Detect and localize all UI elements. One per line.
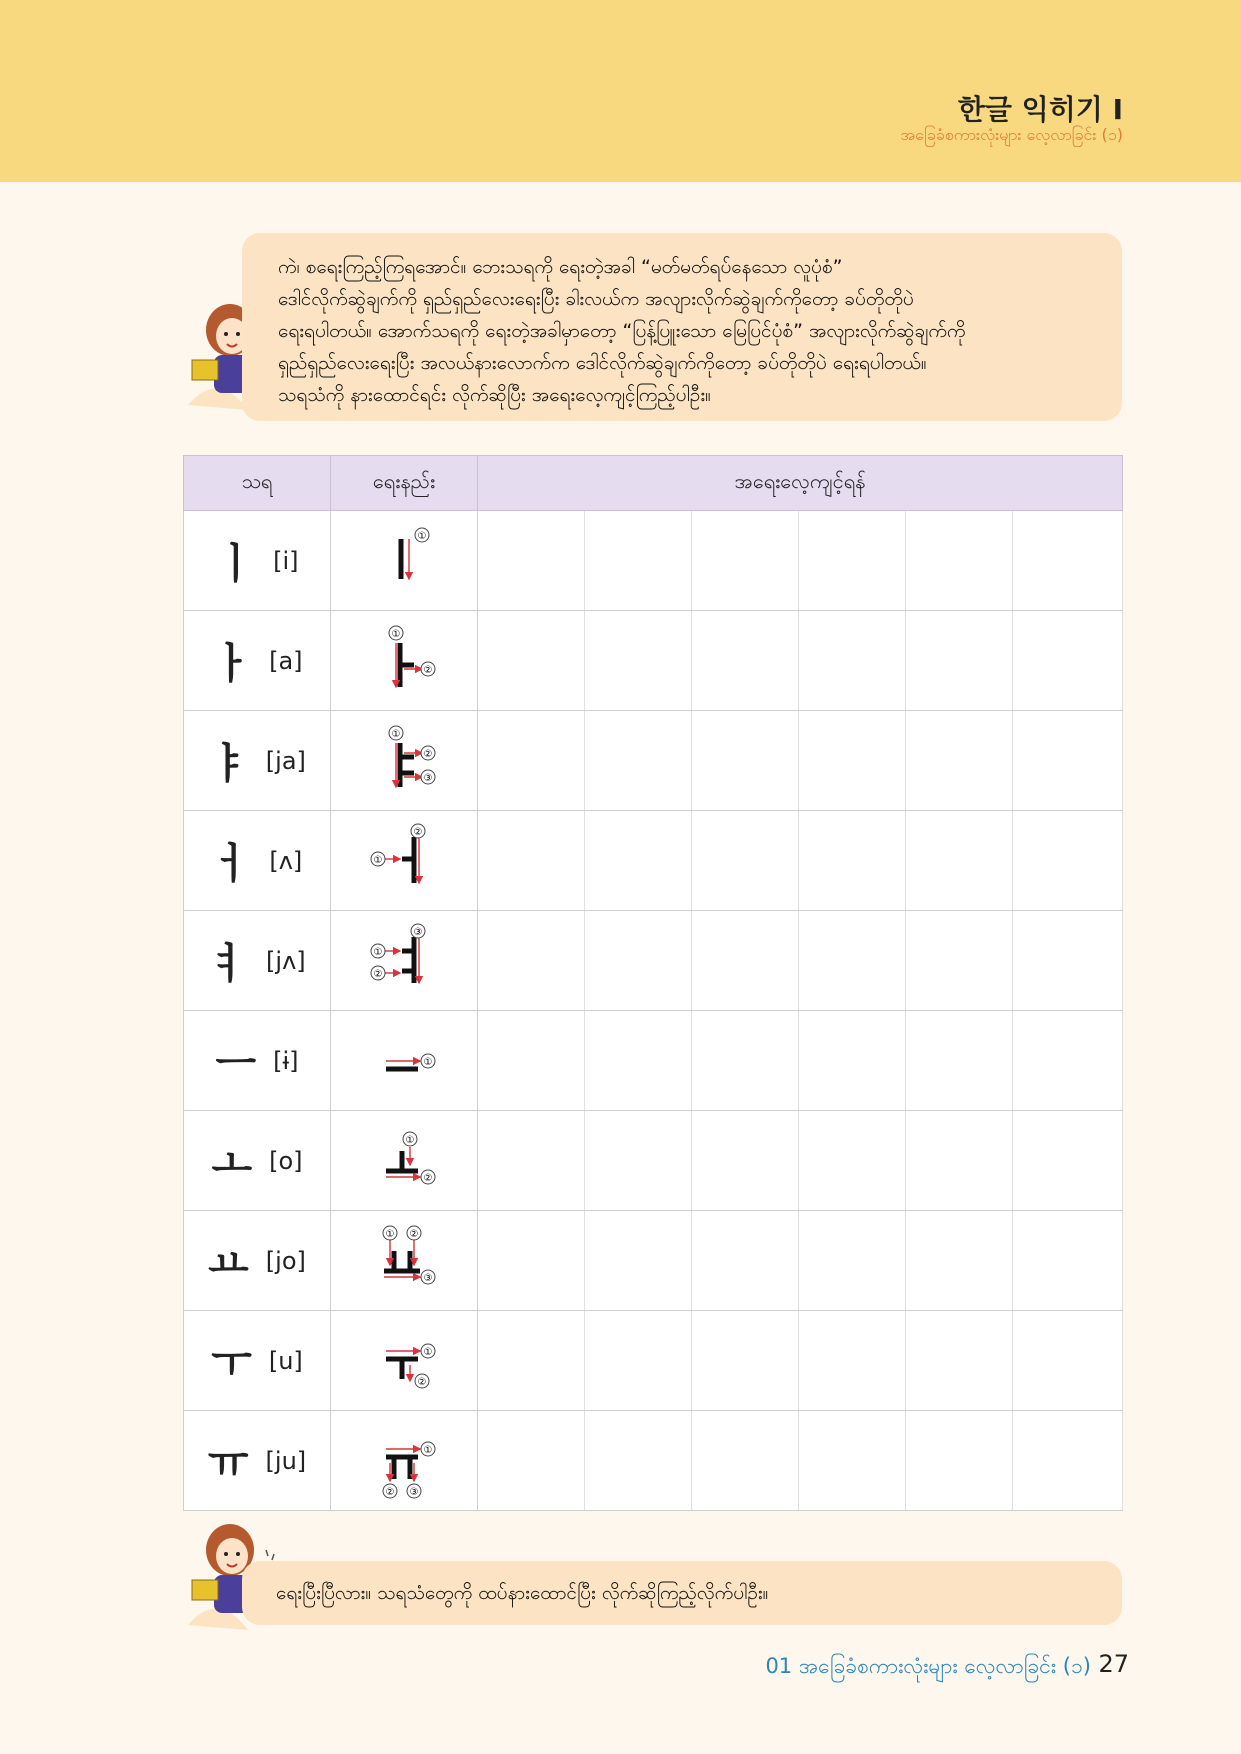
vowel-cell <box>184 1111 331 1211</box>
stroke-order-diagram <box>366 821 442 901</box>
practice-cell[interactable] <box>799 1211 906 1311</box>
practice-cell[interactable] <box>478 711 585 811</box>
practice-cell[interactable] <box>585 811 692 911</box>
practice-cell[interactable] <box>692 911 799 1011</box>
vowel-character: ㅑ <box>208 738 249 788</box>
practice-cell[interactable] <box>692 811 799 911</box>
svg-text:②: ② <box>423 664 433 676</box>
vowel-romanization: [ɨ] <box>273 1046 299 1075</box>
practice-cell[interactable] <box>906 1211 1013 1311</box>
vowel-cell <box>184 911 331 1011</box>
vowel-cell <box>184 711 331 811</box>
closing-text: ရေးပြီးပြီလား။ သရသံတွေကို ထပ်နားထောင်ပြီး လိုက်ဆိုကြည့်လိုက်ပါဦး။ <box>276 1582 769 1604</box>
practice-cell[interactable] <box>692 1411 799 1511</box>
stroke-order-cell <box>331 1411 478 1511</box>
practice-cell[interactable] <box>906 1011 1013 1111</box>
practice-cell[interactable] <box>1013 1011 1123 1111</box>
practice-cell[interactable] <box>585 1211 692 1311</box>
stroke-order-cell <box>331 1211 478 1311</box>
page-subtitle: အခြေခံစကားလုံးများ လေ့လာခြင်း (၁) <box>900 125 1123 144</box>
practice-cell[interactable] <box>692 1311 799 1411</box>
practice-cell[interactable] <box>906 711 1013 811</box>
table-row <box>184 1211 1123 1311</box>
practice-cell[interactable] <box>585 611 692 711</box>
vowel-character: ㅓ <box>211 838 253 888</box>
practice-cell[interactable] <box>906 911 1013 1011</box>
practice-cell[interactable] <box>1013 1111 1123 1211</box>
vowel-cell <box>184 1011 331 1111</box>
vowel-character: ㅕ <box>208 938 249 988</box>
practice-cell[interactable] <box>1013 711 1123 811</box>
vowel-character: ㅏ <box>211 638 253 688</box>
vowel-romanization: [jo] <box>265 1246 306 1275</box>
vowel-romanization: [ja] <box>265 746 306 775</box>
vowel-cell <box>184 1411 331 1511</box>
practice-cell[interactable] <box>1013 911 1123 1011</box>
svg-text:①: ① <box>423 1056 433 1068</box>
practice-cell[interactable] <box>906 511 1013 611</box>
practice-cell[interactable] <box>906 611 1013 711</box>
practice-cell[interactable] <box>478 811 585 911</box>
practice-cell[interactable] <box>478 1411 585 1511</box>
practice-cell[interactable] <box>585 1111 692 1211</box>
svg-text:②: ② <box>423 748 433 760</box>
vowel-romanization: [a] <box>269 646 303 675</box>
vowel-cell <box>184 811 331 911</box>
svg-text:①: ① <box>373 854 383 866</box>
intro-speech-bubble <box>242 233 1122 421</box>
header-vowel: သရ <box>184 456 331 511</box>
stroke-order-cell <box>331 711 478 811</box>
practice-cell[interactable] <box>692 711 799 811</box>
table-row <box>184 1111 1123 1211</box>
svg-text:②: ② <box>409 1228 419 1240</box>
practice-cell[interactable] <box>906 1311 1013 1411</box>
practice-cell[interactable] <box>585 1011 692 1111</box>
table-row <box>184 811 1123 911</box>
vowel-cell <box>184 511 331 611</box>
practice-cell[interactable] <box>799 1411 906 1511</box>
vowel-practice-table <box>183 455 1123 1511</box>
stroke-order-diagram <box>366 521 442 601</box>
vowel-romanization: [u] <box>268 1346 303 1375</box>
vowel-romanization: [jʌ] <box>266 946 306 975</box>
practice-cell[interactable] <box>799 1111 906 1211</box>
stroke-order-diagram <box>366 621 442 701</box>
intro-text: ကဲ၊ စရေးကြည့်ကြရအောင်။ ဘေးသရကို ရေးတဲ့အခါ “မတ်မတ်ရပ်နေသော လူပုံစံ” ဒေါင်လိုက်ဆွဲချက်ကို ရှည်ရှည်လေးရေးပြီး ခါးလယ်က အလျားလိုက်ဆွဲချက်ကိုတော့ ခပ်တိုတိုပဲ ရေးရပါတယ်။ အောက်သရကို ရေးတဲ့အခါမှာတော့ “ပြန့်ပြူးသော မြေပြင်ပုံစံ” အလျားလိုက်ဆွဲချက်ကို ရှည်ရှည်လေးရေးပြီး အလယ်နားလောက်က ဒေါင်လိုက်ဆွဲချက်ကိုတော့ ခပ်တိုတိုပဲ ရေးရပါတယ်။ သရသံကို နားထောင်ရင်း လိုက်ဆိုပြီး အရေးလေ့ကျင့်ကြည့်ပါဦး။ <box>278 256 966 406</box>
svg-text:③: ③ <box>423 772 433 784</box>
practice-cell[interactable] <box>692 511 799 611</box>
practice-cell[interactable] <box>1013 1211 1123 1311</box>
practice-cell[interactable] <box>478 1211 585 1311</box>
stroke-order-diagram <box>366 1021 442 1101</box>
practice-cell[interactable] <box>1013 1311 1123 1411</box>
stroke-order-diagram <box>366 1421 442 1501</box>
practice-cell[interactable] <box>799 911 906 1011</box>
stroke-order-diagram <box>366 721 442 801</box>
practice-cell[interactable] <box>906 811 1013 911</box>
vowel-character: ㅣ <box>215 538 257 588</box>
vowel-cell <box>184 1211 331 1311</box>
svg-text:①: ① <box>423 1346 433 1358</box>
practice-cell[interactable] <box>478 511 585 611</box>
svg-text:③: ③ <box>423 1272 433 1284</box>
practice-cell[interactable] <box>1013 611 1123 711</box>
svg-text:②: ② <box>413 826 423 838</box>
practice-cell[interactable] <box>478 1311 585 1411</box>
header-practice: အရေးလေ့ကျင့်ရန် <box>478 456 1123 511</box>
table-row <box>184 1311 1123 1411</box>
practice-cell[interactable] <box>478 1011 585 1111</box>
table-row <box>184 911 1123 1011</box>
table-row <box>184 1011 1123 1111</box>
page-number: 27 <box>1098 1650 1129 1678</box>
practice-cell[interactable] <box>799 1011 906 1111</box>
svg-text:①: ① <box>391 628 401 640</box>
svg-text:②: ② <box>385 1486 395 1498</box>
stroke-order-diagram <box>366 1221 442 1301</box>
vowel-cell <box>184 1311 331 1411</box>
stroke-order-cell <box>331 611 478 711</box>
practice-cell[interactable] <box>799 511 906 611</box>
table-row <box>184 611 1123 711</box>
stroke-order-cell <box>331 511 478 611</box>
stroke-order-diagram <box>366 921 442 1001</box>
svg-text:①: ① <box>385 1228 395 1240</box>
svg-text:①: ① <box>423 1444 433 1456</box>
stroke-order-diagram <box>366 1121 442 1201</box>
svg-text:①: ① <box>373 946 383 958</box>
practice-cell[interactable] <box>906 1111 1013 1211</box>
practice-cell[interactable] <box>1013 811 1123 911</box>
vowel-romanization: [ʌ] <box>269 846 303 875</box>
practice-cell[interactable] <box>478 611 585 711</box>
practice-cell[interactable] <box>692 1111 799 1211</box>
vowel-character: ㅠ <box>207 1438 249 1488</box>
page-title: 한글 익히기 I <box>957 93 1123 126</box>
svg-text:③: ③ <box>409 1486 419 1498</box>
header-stroke-order: ရေးနည်း <box>331 456 478 511</box>
svg-text:①: ① <box>405 1134 415 1146</box>
table-row <box>184 511 1123 611</box>
practice-cell[interactable] <box>1013 1411 1123 1511</box>
vowel-character: ㅡ <box>215 1038 257 1088</box>
table-row <box>184 711 1123 811</box>
practice-cell[interactable] <box>585 1411 692 1511</box>
stroke-order-cell <box>331 1311 478 1411</box>
practice-cell[interactable] <box>478 1111 585 1211</box>
table-row <box>184 1411 1123 1511</box>
svg-text:②: ② <box>423 1172 433 1184</box>
svg-text:②: ② <box>417 1376 427 1388</box>
vowel-romanization: [i] <box>273 546 299 575</box>
svg-text:①: ① <box>391 728 401 740</box>
svg-text:②: ② <box>373 968 383 980</box>
practice-cell[interactable] <box>585 511 692 611</box>
practice-cell[interactable] <box>906 1411 1013 1511</box>
stroke-order-cell <box>331 811 478 911</box>
practice-cell[interactable] <box>478 911 585 1011</box>
stroke-order-cell <box>331 911 478 1011</box>
stroke-order-diagram <box>366 1321 442 1401</box>
svg-text:③: ③ <box>413 926 423 938</box>
closing-speech-bubble <box>242 1561 1122 1625</box>
practice-cell[interactable] <box>799 1311 906 1411</box>
stroke-order-cell <box>331 1011 478 1111</box>
vowel-romanization: [ju] <box>265 1446 307 1475</box>
footer-chapter: 01 အခြေခံစကားလုံးများ လေ့လာခြင်း (၁) <box>765 1654 1091 1678</box>
vowel-character: ㅜ <box>211 1338 252 1388</box>
practice-cell[interactable] <box>799 711 906 811</box>
svg-text:①: ① <box>417 530 427 542</box>
practice-cell[interactable] <box>585 1311 692 1411</box>
vowel-romanization: [o] <box>269 1146 303 1175</box>
vowel-character: ㅛ <box>208 1238 249 1288</box>
practice-cell[interactable] <box>585 711 692 811</box>
practice-cell[interactable] <box>1013 511 1123 611</box>
vowel-cell <box>184 611 331 711</box>
practice-cell[interactable] <box>799 611 906 711</box>
stroke-order-cell <box>331 1111 478 1211</box>
vowel-character: ㅗ <box>211 1138 253 1188</box>
practice-cell[interactable] <box>692 1011 799 1111</box>
practice-cell[interactable] <box>692 611 799 711</box>
practice-cell[interactable] <box>799 811 906 911</box>
practice-cell[interactable] <box>585 911 692 1011</box>
practice-cell[interactable] <box>692 1211 799 1311</box>
table-header-row <box>184 456 1123 511</box>
